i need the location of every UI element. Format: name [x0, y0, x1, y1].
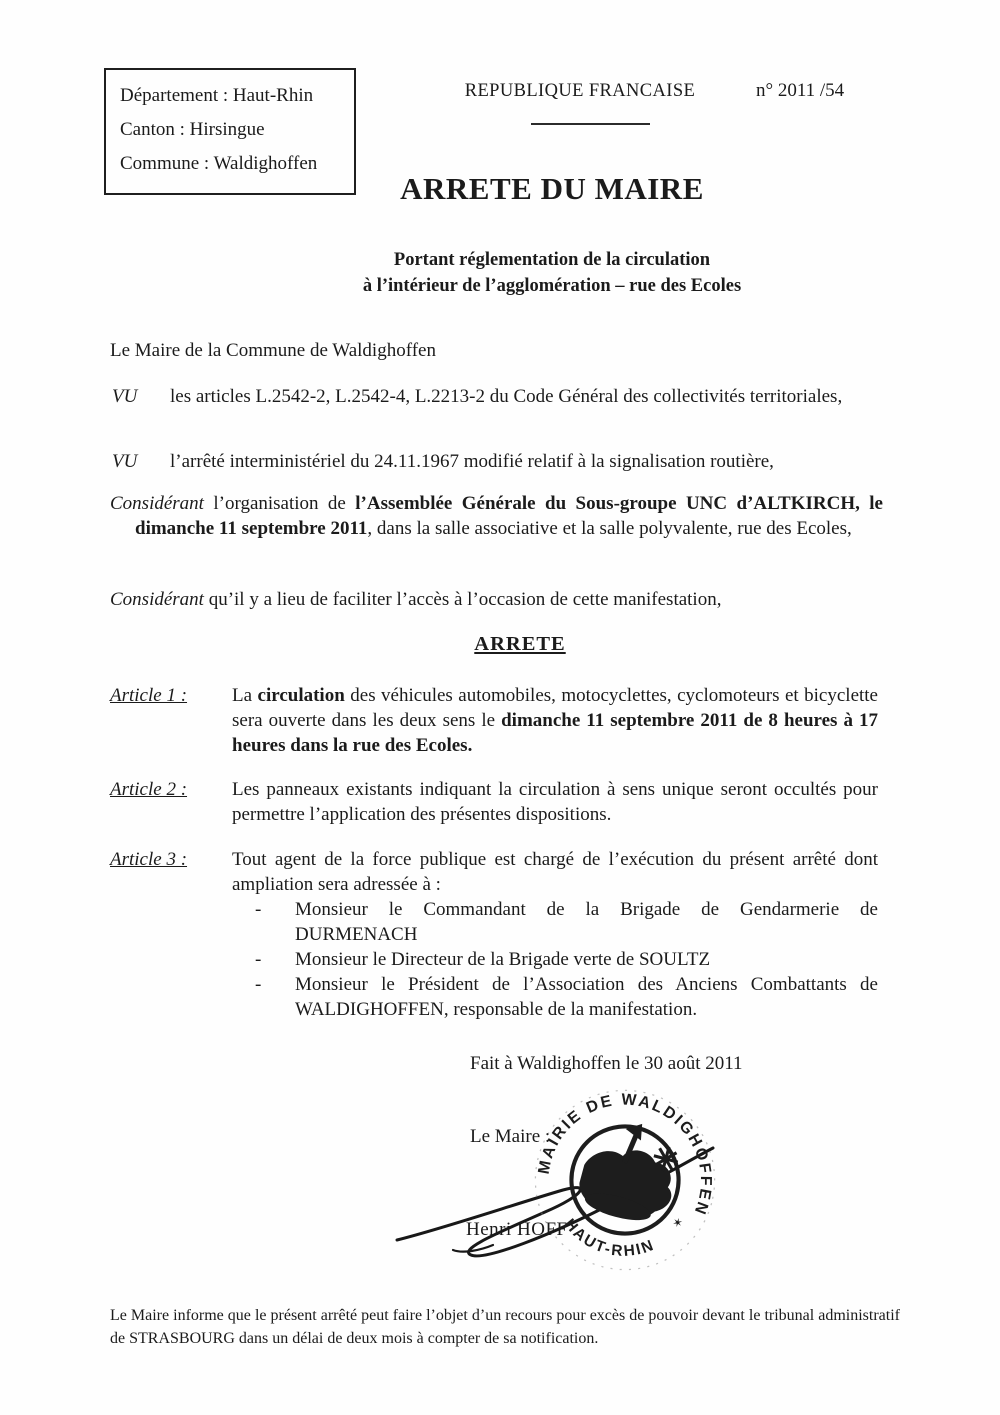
list-item-text: Monsieur le Président de l’Association des Anciens Combattants de WALDIGHOFFEN, responsable de la manifestation. [295, 974, 878, 1020]
list-item [232, 897, 878, 947]
vu-label: VU [112, 451, 138, 472]
article-1-block [110, 683, 878, 758]
article-2-block [110, 777, 878, 827]
stamp-star-glyph: ✶ [670, 1214, 685, 1232]
vu-clause [110, 449, 878, 474]
legal-recourse-note: Le Maire informe que le présent arrêté peut faire l’objet d’un recours pour excès de pouvoir devant le tribunal administratif de STRASBOURG dans un délai de deux mois à compter de sa notification. [110, 1307, 900, 1347]
article-1-label: Article 1 : [110, 685, 188, 706]
commune-line: Commune : Waldighoffen [120, 153, 318, 174]
mayor-name: Henri HOFF [466, 1219, 568, 1240]
subtitle-line-2: à l’intérieur de l’agglomération – rue des Ecoles [362, 276, 742, 296]
considerant-paragraph: Considérant qu’il y a lieu de faciliter l’accès à l’occasion de cette manifestation, [110, 589, 722, 610]
stamp-ring-bottom-text: HAUT-RHIN [560, 1215, 658, 1261]
article-3-intro: Tout agent de la force publique est chargé de l’exécution du présent arrêté dont ampliation sera adressée à : [232, 849, 878, 895]
list-dash: - [255, 949, 262, 970]
article-1-text: La circulation des véhicules automobiles, motocyclettes, cyclomoteurs et bicyclette sera ouverte dans les deux sens le dimanche 11 septembre 2011 de 8 heures à 17 heures dans la rue des Ecoles. [232, 685, 878, 756]
article-3-block [110, 847, 878, 1022]
list-dash: - [255, 974, 262, 995]
recipient-list [232, 897, 878, 1022]
article-3-label: Article 3 : [110, 849, 188, 870]
list-item [232, 972, 878, 1022]
decree-subtitle [102, 247, 1000, 299]
subtitle-line-1: Portant réglementation de la circulation [393, 250, 711, 270]
decree-number: n° 2011 /54 [756, 80, 845, 101]
intro-line: Le Maire de la Commune de Waldighoffen [110, 340, 436, 361]
list-item-line-1: Monsieur le Commandant de la Brigade de Gendarmerie de [295, 899, 878, 920]
vu-clause [110, 384, 878, 409]
list-dash: - [255, 899, 262, 920]
vu-text: les articles L.2542-2, L.2542-4, L.2213-2 du Code Général des collectivités territoriales, [170, 386, 843, 407]
page-title: ARRETE DU MAIRE [400, 171, 704, 206]
mairie-round-stamp [522, 1077, 728, 1283]
article-2-text: Les panneaux existants indiquant la circulation à sens unique seront occultés pour permettre l’application des présentes dispositions. [232, 779, 878, 825]
arrete-heading-text: ARRETE [474, 633, 566, 655]
vu-text: l’arrêté interministériel du 24.11.1967 modifié relatif à la signalisation routière, [170, 451, 774, 472]
departement-line: Département : Haut-Rhin [120, 85, 314, 106]
header-divider-rule [531, 123, 650, 125]
arrete-section-heading [110, 633, 930, 656]
list-item-line-2: DURMENACH [295, 924, 418, 945]
considerant-paragraph: Considérant l’organisation de l’Assemblée Générale du Sous-groupe UNC d’ALTKIRCH, le dimanche 11 septembre 2011, dans la salle associative et la salle polyvalente, rue des Ecoles, [110, 493, 883, 539]
article-2-label: Article 2 : [110, 779, 188, 800]
list-item [232, 947, 878, 972]
canton-line: Canton : Hirsingue [120, 119, 265, 140]
date-place-line: Fait à Waldighoffen le 30 août 2011 [470, 1053, 743, 1074]
stamp-ring-top-text: MAIRIE DE WALDIGHOFFEN [535, 1091, 715, 1219]
le-maire-label: Le Maire : [470, 1126, 551, 1147]
article-3-text [232, 847, 878, 1022]
republique-francaise-heading: REPUBLIQUE FRANCAISE [464, 81, 696, 101]
vu-label: VU [112, 386, 138, 407]
list-item-text: Monsieur le Directeur de la Brigade verte de SOULTZ [295, 949, 711, 970]
